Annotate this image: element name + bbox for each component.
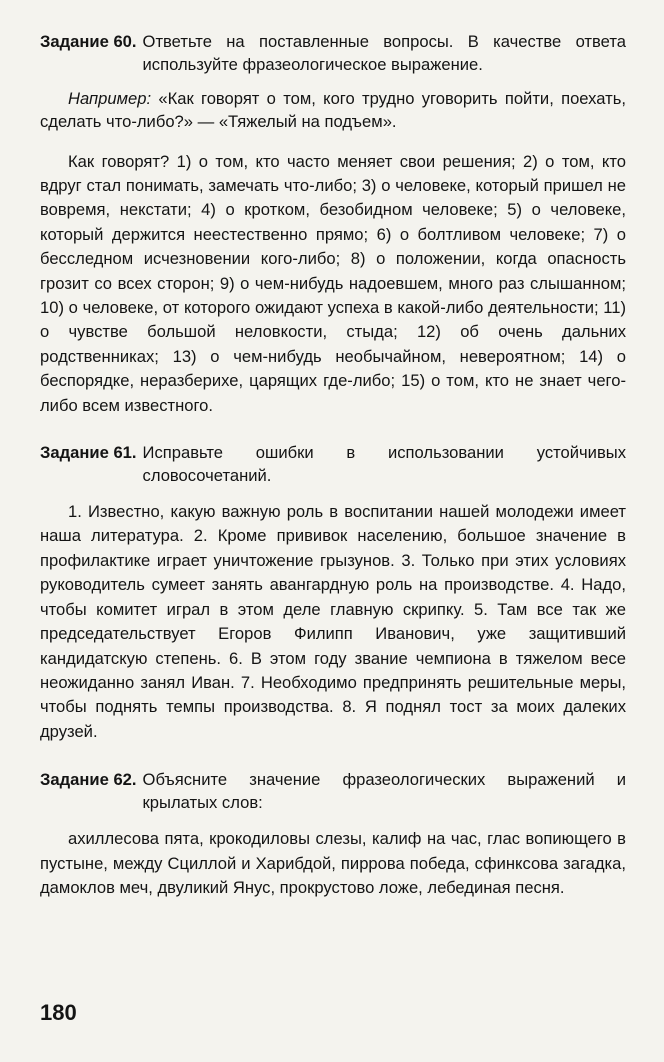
task-62-heading: [40, 768, 626, 814]
task-62-label: Задание 62.: [40, 770, 137, 790]
task-62: [40, 768, 626, 900]
task-60-body: Как говорят? 1) о том, кто часто меняет свои решения; 2) о том, кто вдруг стал понимать, замечать что-либо; 3) о человеке, который пришел не вовремя, некстати; 4) о кротком, безобидном человеке; 5) о человеке, который держится неестественно прямо; 6) о болтливом человеке; 7) о бесследном исчезновении кого-либо; 8) о положении, когда опасность грозит со всех сторон; 9) о чем-нибудь надоевшем, много раз слышанном; 10) о человеке, от которого ожидают успеха в какой-либо деятельности; 11) о чувстве большой неловкости, стыда; 12) об очень дальних родственниках; 13) о чем-нибудь необычайном, невероятном; 14) о беспорядке, неразберихе, царящих где-либо; 15) о том, кто не знает чего-либо всем известного.: [40, 151, 626, 415]
task-62-instruction: Объясните значение фразеологических выражений и крылатых слов:: [142, 770, 626, 813]
task-61-instruction: Исправьте ошибки в использовании устойчивых словосочетаний.: [142, 443, 626, 486]
task-61-body: 1. Известно, какую важную роль в воспитании нашей молодежи имеет наша литература. 2. Кроме прививок населению, большое значение в профилактике играет уничтожение грызунов. 3. Только при этих условиях руководитель сумеет занять авангардную роль на производстве. 4. Надо, чтобы комитет играл в этом деле главную скрипку. 5. Там все так же председательствует Егоров Филипп Иванович, уже защитивший кандидатскую степень. 6. В этом году звание чемпиона в тяжелом весе неожиданно занял Иван. 7. Необходимо предпринять решительные меры, чтобы поднять темпы производства. 8. Я поднял тост за моих далеких друзей.: [40, 502, 626, 741]
page-content: [40, 30, 626, 917]
task-60-instruction: Ответьте на поставленные вопросы. В качестве ответа используйте фразеологическое выражение.: [142, 32, 626, 74]
task-61-label: Задание 61.: [40, 443, 137, 463]
task-60-example: [40, 87, 626, 133]
task-62-body: ахиллесова пята, крокодиловы слезы, калиф на час, глас вопиющего в пустыне, между Сциллой и Харибдой, пиррова победа, сфинксова загадка, дамоклов меч, двуликий Янус, прокрустово ложе, лебединая песня.: [40, 829, 626, 897]
page-number: 180: [40, 1000, 77, 1025]
task-60-heading: [40, 30, 626, 76]
task-60: [40, 30, 626, 418]
example-label: Например:: [68, 89, 152, 108]
task-61-heading: [40, 441, 626, 487]
task-60-label: Задание 60.: [40, 32, 137, 51]
task-61: [40, 441, 626, 744]
example-text: «Как говорят о том, кого трудно уговорить пойти, поехать, сделать что-либо?» — «Тяжелый на подъем».: [40, 89, 626, 131]
